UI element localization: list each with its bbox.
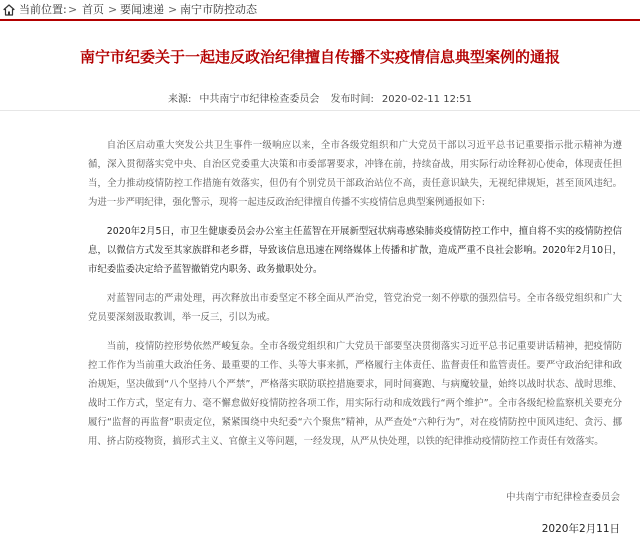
- breadcrumb-news-link[interactable]: 要闻速递: [120, 3, 164, 16]
- signature-date: 2020年2月11日: [541, 523, 620, 535]
- time-label: 发布时间:: [330, 94, 374, 105]
- article-body: [88, 136, 622, 451]
- article-paragraph: 当前，疫情防控形势依然严峻复杂。全市各级党组织和广大党员干部要坚决贯彻落实习近平总书记重要讲话精神，把疫情防控工作作为当前重大政治任务、最重要的工作、头等大事来抓，严格履行主体责任、监督责任和监管责任。要严守政治纪律和政治规矩，坚决做到“八个坚持八个严禁”，严格落实联防联控措施要求，同时间赛跑、与病魔较量，始终以战时状态、战时思维、战时工作方式，坚定有力、毫不懈怠做好疫情防控各项工作，用实际行动和成效践行“两个维护”。全市各级纪检监察机关要充分履行“监督的再监督”职责定位，紧紧围绕中央纪委“六个聚焦”精神，从严查处“六种行为”，对在疫情防控中顶风违纪、贪污、挪用、挤占防疫物资，搞形式主义、官僚主义等问题，一经发现，从严从快处理，以铁的纪律推动疫情防控工作责任有效落实。: [88, 341, 622, 447]
- breadcrumb-separator: >: [68, 3, 78, 16]
- article-paragraph: 2020年2月5日，市卫生健康委员会办公室主任蓝智在开展新型冠状病毒感染肺炎疫情防控工作中，擅自将不实的疫情防控信息，以微信方式发至其家族群和老乡群，导致该信息迅速在网络媒体上传播和扩散，造成严重不良社会影响。2020年2月10日，市纪委监委决定给予蓝智撤销党内职务、政务撤职处分。: [88, 226, 622, 275]
- breadcrumb-separator: >: [168, 3, 178, 16]
- breadcrumb: [0, 0, 640, 20]
- meta-divider: [0, 110, 640, 111]
- header-rule: [0, 19, 640, 21]
- article-title: 南宁市纪委关于一起违反政治纪律擅自传播不实疫情信息典型案例的通报: [79, 48, 560, 66]
- article-paragraph: 自治区启动重大突发公共卫生事件一级响应以来，全市各级党组织和广大党员干部以习近平总书记重要指示批示精神为遵循，深入贯彻落实党中央、自治区党委重大决策和市委部署要求，冲锋在前，持续奋战，用实际行动诠释初心使命，体现责任担当，全力推动疫情防控工作措施有效落实，但仍有个别党员干部政治站位不高，责任意识缺失，无视纪律规矩，甚至顶风违纪。为进一步严明纪律，强化警示，现将一起违反政治纪律擅自传播不实疫情信息典型案例通报如下:: [88, 140, 622, 208]
- breadcrumb-home-link[interactable]: 首页: [82, 3, 104, 16]
- source-label: 来源:: [167, 94, 192, 105]
- home-icon: [3, 4, 15, 16]
- breadcrumb-separator: >: [108, 3, 118, 16]
- article-meta: [0, 90, 640, 105]
- breadcrumb-current[interactable]: 南宁市防控动态: [180, 3, 257, 16]
- signature-org: 中共南宁市纪律检查委员会: [505, 492, 620, 503]
- article-paragraph: 对蓝智同志的严肃处理，再次释放出市委坚定不移全面从严治党，管党治党一刻不停歇的强烈信号。全市各级党组织和广大党员要深刻汲取教训，举一反三，引以为戒。: [88, 293, 622, 323]
- breadcrumb-prefix: 当前位置:: [19, 3, 67, 16]
- time-value: 2020-02-11 12:51: [381, 94, 473, 105]
- source-value: 中共南宁市纪律检查委员会: [199, 94, 320, 105]
